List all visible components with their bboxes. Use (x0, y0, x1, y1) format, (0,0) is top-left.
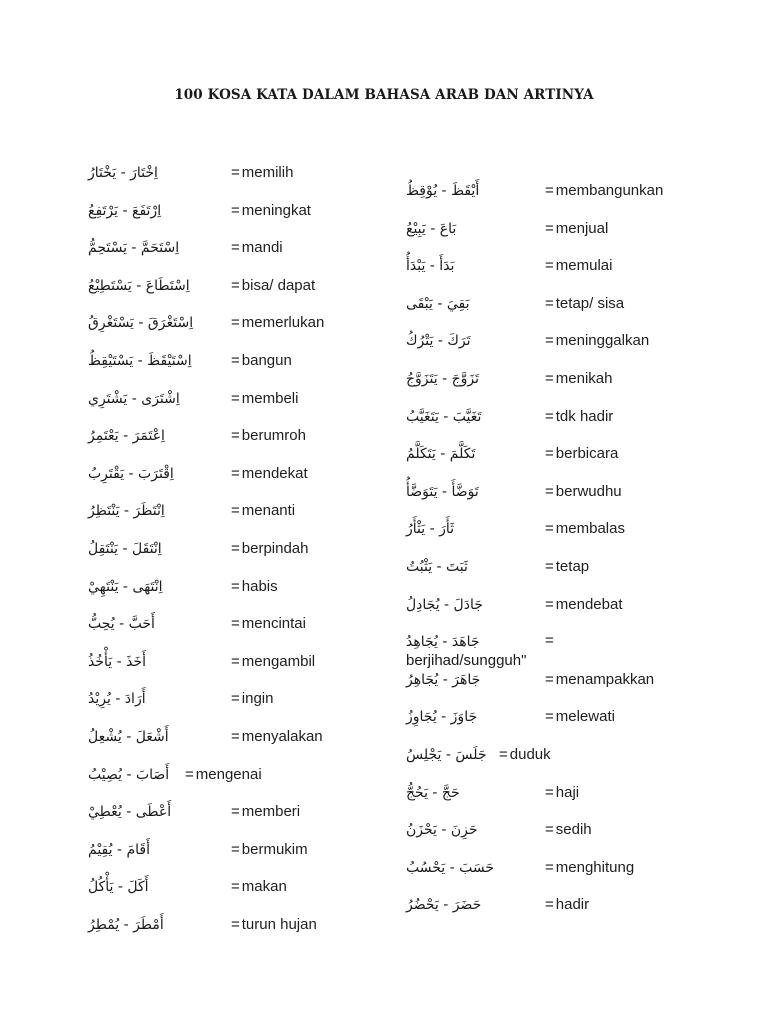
equals-sign: = (231, 539, 240, 557)
meaning (231, 461, 308, 487)
meaning (231, 310, 324, 336)
arabic-word: أَيْقَظَ - يُوْقِظُ (406, 183, 480, 199)
arabic-word: جَاوَزَ - يُجَاوِزُ (406, 709, 478, 726)
arabic-word: اِقْتَرَبَ - يَقْتَرِبُ (88, 465, 174, 482)
meaning-text: menanti (241, 502, 296, 520)
arabic-word: أَمْطَرَ - يُمْطِرُ (88, 916, 164, 933)
meaning (231, 649, 315, 675)
arabic-word: تَوَضَّأَ - يَتَوَضَّأُ (406, 483, 479, 500)
equals-sign: = (231, 389, 240, 407)
arabic-word: أَصَابَ - يُصِيْبُ (88, 766, 170, 783)
meaning-text: menyalakan (241, 727, 323, 745)
meaning-text: hadir (555, 896, 590, 914)
meaning-text: meningkat (241, 201, 311, 219)
meaning (231, 611, 306, 637)
meaning-text: mandi (241, 239, 283, 257)
equals-sign: = (231, 803, 240, 821)
meaning (545, 178, 663, 204)
meaning-text: meninggalkan (555, 332, 650, 350)
equals-sign: = (231, 577, 240, 595)
meaning (499, 742, 551, 768)
meaning-text: berwudhu (555, 482, 622, 500)
meaning (545, 328, 649, 354)
equals-sign: = (545, 557, 554, 575)
arabic-word: اِنْتَقَلَ - يَنْتَقِلُ (88, 540, 162, 557)
arabic-word: جَلَسَ - يَجْلِسُ (406, 746, 487, 763)
equals-sign: = (231, 314, 240, 332)
equals-sign: = (545, 332, 554, 350)
meaning (231, 273, 315, 299)
arabic-word: اِسْتَغْرَقَ - يَسْتَغْرِقُ (88, 315, 194, 332)
arabic-word: حَسَبَ - يَحْسُبُ (406, 859, 495, 876)
meaning (231, 423, 306, 449)
meaning (231, 837, 308, 863)
arabic-word: جَاهَدَ - يُجَاهِدُ (406, 634, 480, 651)
equals-sign: = (545, 182, 554, 199)
meaning-text: membalas (555, 520, 625, 538)
equals-sign: = (231, 615, 240, 633)
arabic-word: أَعْطَى - يُعْطِيْ (88, 804, 172, 821)
meaning-text: bermukim (241, 840, 308, 858)
meaning-text: mengambil (241, 652, 316, 670)
meaning-text: bisa/ dapat (241, 276, 316, 294)
equals-sign: = (231, 164, 240, 181)
equals-sign: = (545, 858, 554, 876)
equals-sign: = (231, 276, 240, 294)
arabic-word: أَشْعَلَ - يُشْعِلُ (88, 728, 169, 745)
meaning-text: habis (241, 577, 278, 595)
meaning (545, 291, 624, 317)
arabic-word: أَحَبَّ - يُحِبُّ (88, 616, 155, 633)
meaning (545, 780, 579, 806)
meaning-text: menjual (555, 219, 609, 237)
equals-sign: = (545, 708, 554, 726)
meaning (231, 799, 300, 825)
page-title: 100 KOSA KATA DALAM BAHASA ARAB DAN ARTINYA (174, 87, 594, 103)
meaning-text: memberi (241, 803, 301, 821)
meaning-text: memulai (555, 257, 613, 275)
arabic-word: أَكَلَ - يَأْكُلُ (88, 879, 149, 896)
arabic-word: حَجَّ - يَحُجُّ (406, 784, 460, 801)
meaning (185, 762, 262, 788)
equals-sign: = (545, 369, 554, 387)
meaning-text: melewati (555, 708, 615, 726)
meaning (231, 912, 317, 938)
meaning (545, 855, 634, 881)
arabic-word: حَضَرَ - يَحْضُرُ (406, 897, 482, 914)
arabic-word: اِسْتَطَاعَ - يَسْتَطِيْعُ (88, 277, 190, 294)
meaning-text: membangunkan (555, 182, 664, 199)
meaning (545, 253, 612, 279)
equals-sign: = (545, 294, 554, 312)
meaning (231, 536, 309, 562)
meaning-text: menghitung (555, 858, 635, 876)
arabic-word: تَغَيَّبَ - يَتَغَيَّبُ (406, 408, 482, 425)
meaning (231, 348, 292, 374)
meaning (231, 574, 278, 600)
meaning-text: tdk hadir (555, 407, 614, 425)
equals-sign: = (231, 239, 240, 257)
meaning-text: menikah (555, 369, 613, 387)
arabic-word: ثَبَتَ - يَثْبُتُ (406, 558, 468, 575)
arabic-word: جَاهَرَ - يُجَاهِرُ (406, 671, 481, 688)
meaning-text: tetap (555, 557, 590, 575)
meaning (545, 704, 615, 730)
equals-sign: = (499, 745, 508, 763)
meaning (231, 198, 311, 224)
equals-sign: = (545, 595, 554, 613)
meaning (545, 441, 618, 467)
meaning-text: bangun (241, 351, 292, 369)
meaning (231, 386, 298, 412)
meaning-text: memerlukan (241, 314, 325, 332)
equals-sign: = (231, 464, 240, 482)
meaning-text: membeli (241, 389, 299, 407)
arabic-word: أَقَامَ - يُقِيْمُ (88, 841, 150, 858)
meaning (545, 592, 622, 618)
arabic-word: اِشْتَرَى - يَشْتَرِي (88, 390, 180, 407)
equals-sign: = (545, 219, 554, 237)
meaning-text: sedih (555, 821, 592, 839)
equals-sign: = (231, 652, 240, 670)
meaning-text: turun hujan (241, 915, 317, 933)
meaning-text: makan (241, 878, 287, 896)
meaning-text: berpindah (241, 539, 309, 557)
equals-sign: = (185, 765, 194, 783)
equals-sign: = (231, 502, 240, 520)
meaning (545, 404, 613, 430)
arabic-word: اِنْتَهَى - يَنْتَهِيْ (88, 578, 163, 595)
meaning-text: memilih (241, 164, 294, 181)
equals-sign: = (545, 821, 554, 839)
equals-sign: = (231, 201, 240, 219)
meaning-text: duduk (509, 745, 551, 763)
arabic-word: اِرْتَفَعَ - يَرْتَفِعُ (88, 202, 162, 219)
arabic-word: أَخَذَ - يَأْخُذُ (88, 653, 147, 670)
equals-sign: = (231, 690, 240, 708)
equals-sign: = (231, 878, 240, 896)
equals-sign: = (545, 670, 554, 688)
arabic-word: اِنْتَظَرَ - يَنْتَظِرُ (88, 503, 165, 520)
equals-sign: = (545, 896, 554, 914)
arabic-word: تَرَكَ - يَتْرُكُ (406, 333, 471, 350)
meaning-text: mencintai (241, 615, 306, 633)
equals-sign: = (231, 840, 240, 858)
meaning (545, 667, 654, 693)
meaning-text: berbicara (555, 445, 619, 463)
arabic-word: حَزِنَ - يَحْزَنُ (406, 822, 478, 839)
meaning (545, 516, 625, 542)
arabic-word: بَاعَ - يَبِيْعُ (406, 220, 457, 237)
arabic-word: اِسْتَحَمَّ - يَسْتَحِمُّ (88, 240, 180, 257)
meaning (545, 366, 612, 392)
equals-sign: = (545, 257, 554, 275)
meaning-text: ingin (241, 690, 274, 708)
equals-sign: = (545, 632, 554, 650)
meaning (231, 724, 323, 750)
equals-sign: = (231, 351, 240, 369)
equals-sign: = (545, 407, 554, 425)
meaning (231, 235, 283, 261)
equals-sign: = (231, 915, 240, 933)
arabic-word: بَقِيَ - يَبْقَى (406, 295, 470, 312)
arabic-word: جَادَلَ - يُجَادِلُ (406, 596, 483, 613)
arabic-word: اِعْتَمَرَ - يَعْتَمِرُ (88, 428, 165, 445)
meaning-text: tetap/ sisa (555, 294, 625, 312)
meaning-text: berumroh (241, 427, 306, 445)
equals-sign: = (231, 427, 240, 445)
meaning (545, 216, 608, 242)
meaning-text: mendebat (555, 595, 623, 613)
equals-sign: = (545, 482, 554, 500)
meaning (545, 479, 622, 505)
arabic-word: بَدَأَ - يَبْدَأُ (406, 258, 455, 275)
arabic-word: ثَأَرَ - يَثْأَرُ (406, 521, 455, 538)
meaning (545, 554, 589, 580)
meaning (231, 686, 273, 712)
equals-sign: = (545, 445, 554, 463)
meaning (545, 892, 589, 918)
meaning (231, 160, 293, 186)
arabic-word: اِخْتَارَ - يَخْتَارُ (88, 165, 158, 181)
arabic-word: أَرَادَ - يُرِيْدُ (88, 691, 146, 708)
meaning-wrapped: berjihad/sungguh" (406, 652, 527, 670)
meaning-text: mendekat (241, 464, 308, 482)
meaning (231, 498, 295, 524)
arabic-word: اِسْتَيْقَظَ - يَسْتَيْقِظُ (88, 352, 192, 369)
equals-sign: = (545, 520, 554, 538)
meaning (231, 874, 287, 900)
meaning (545, 628, 556, 654)
equals-sign: = (545, 783, 554, 801)
meaning-text: menampakkan (555, 670, 655, 688)
arabic-word: تَزَوَّجَ - يَتَزَوَّجُ (406, 370, 480, 387)
meaning-text: mengenai (195, 765, 262, 783)
meaning-text: haji (555, 783, 580, 801)
equals-sign: = (231, 727, 240, 745)
meaning (545, 817, 592, 843)
arabic-word: تَكَلَّمَ - يَتَكَلَّمُ (406, 446, 476, 463)
